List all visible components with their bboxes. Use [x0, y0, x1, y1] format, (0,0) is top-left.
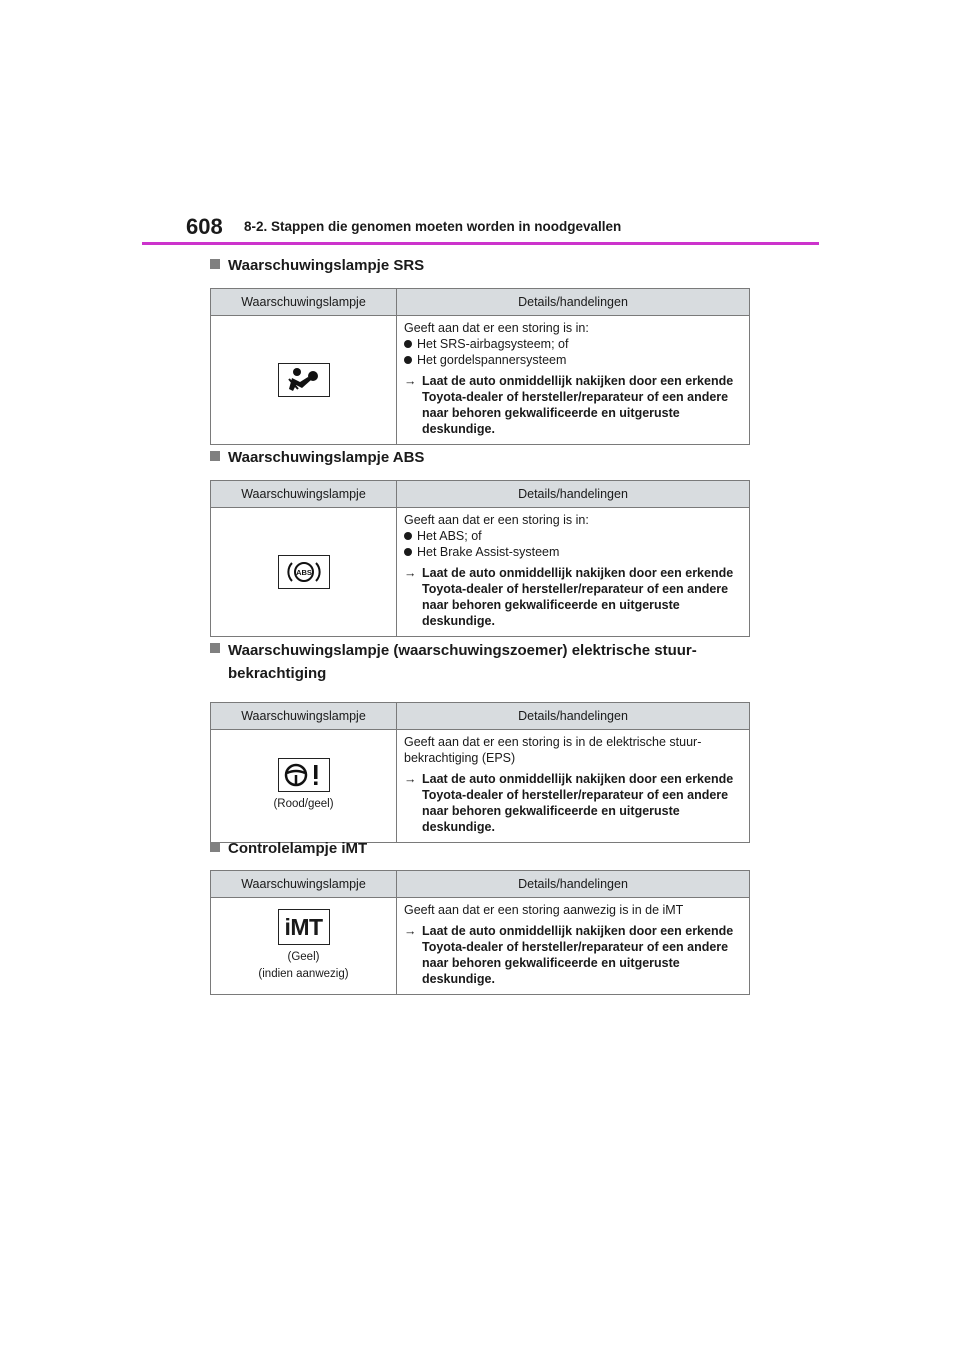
action-instruction: → Laat de auto onmiddellijk nakijken door een erkende Toyota-dealer of hersteller/reparateur of een andere naar behoren gekwalificeerde en uitgeruste deskundige.: [404, 566, 734, 628]
column-header-details: Details/handelingen: [397, 871, 750, 898]
section-eps: [210, 639, 750, 843]
section-heading: Waarschuwingslampje ABS: [210, 447, 750, 468]
warning-table: [210, 288, 750, 445]
bullet-dot-icon: [404, 356, 412, 364]
lamp-caption: (Geel) (indien aanwezig): [258, 951, 349, 980]
lamp-caption: (Rood/geel): [273, 798, 334, 811]
detail-intro: Geeft aan dat er een storing is in de elektrische stuur- bekrachtiging (EPS): [404, 734, 702, 765]
list-item: Het ABS; of: [404, 528, 743, 544]
abs-icon: [278, 555, 330, 589]
list-item: Het SRS-airbagsysteem; of: [404, 336, 743, 352]
column-header-details: Details/handelingen: [397, 702, 750, 729]
section-heading: Controlelampje iMT: [210, 838, 750, 859]
action-instruction: → Laat de auto onmiddellijk nakijken door een erkende Toyota-dealer of hersteller/reparateur of een andere naar behoren gekwalificeerde en uitgeruste deskundige.: [404, 924, 734, 986]
details-cell: [397, 729, 750, 842]
details-cell: [397, 898, 750, 995]
imt-icon: iMT: [278, 909, 330, 945]
warning-table: [210, 480, 750, 637]
warning-table: [210, 702, 750, 843]
srs-airbag-icon: [278, 363, 330, 397]
bullet-dot-icon: [404, 340, 412, 348]
section-imt: [210, 838, 750, 995]
section-heading: Waarschuwingslampje SRS: [210, 255, 750, 276]
detail-intro: Geeft aan dat er een storing is in:: [404, 513, 589, 527]
steering-wheel-warning-icon: [278, 758, 330, 792]
arrow-icon: →: [404, 924, 417, 938]
square-bullet-icon: [210, 451, 220, 461]
square-bullet-icon: [210, 259, 220, 269]
header-rule: [142, 242, 819, 245]
svg-text:ABS: ABS: [295, 568, 312, 577]
lamp-cell: [211, 729, 397, 842]
arrow-icon: →: [404, 771, 417, 786]
column-header-lamp: Waarschuwingslampje: [211, 289, 397, 316]
warning-table: [210, 870, 750, 995]
column-header-details: Details/handelingen: [397, 481, 750, 508]
arrow-icon: →: [404, 566, 417, 580]
chapter-title: 8-2. Stappen die genomen moeten worden in noodgevallen: [244, 219, 622, 234]
action-instruction: → Laat de auto onmiddellijk nakijken door een erkende Toyota-dealer of hersteller/reparateur of een andere naar behoren gekwalificeerde en uitgeruste deskundige.: [404, 771, 734, 834]
detail-intro: Geeft aan dat er een storing is in:: [404, 321, 589, 335]
arrow-icon: →: [404, 374, 417, 388]
column-header-lamp: Waarschuwingslampje: [211, 702, 397, 729]
column-header-lamp: Waarschuwingslampje: [211, 871, 397, 898]
section-abs: [210, 447, 750, 637]
action-instruction: → Laat de auto onmiddellijk nakijken door een erkende Toyota-dealer of hersteller/reparateur of een andere naar behoren gekwalificeerde en uitgeruste deskundige.: [404, 374, 734, 436]
bullet-dot-icon: [404, 532, 412, 540]
bullet-dot-icon: [404, 548, 412, 556]
square-bullet-icon: [210, 842, 220, 852]
lamp-cell: [211, 898, 397, 995]
section-heading: Waarschuwingslampje (waarschuwingszoemer) elektrische stuur- bekrachtiging: [210, 639, 750, 686]
lamp-cell: [211, 316, 397, 445]
lamp-cell: [211, 508, 397, 637]
column-header-lamp: Waarschuwingslampje: [211, 481, 397, 508]
details-cell: [397, 508, 750, 637]
page-number: 608: [186, 214, 223, 239]
square-bullet-icon: [210, 643, 220, 653]
section-srs: [210, 255, 750, 445]
list-item: Het gordelspannersysteem: [404, 352, 743, 368]
detail-intro: Geeft aan dat er een storing aanwezig is in de iMT: [404, 903, 684, 917]
list-item: Het Brake Assist-systeem: [404, 544, 743, 560]
details-cell: [397, 316, 750, 445]
column-header-details: Details/handelingen: [397, 289, 750, 316]
